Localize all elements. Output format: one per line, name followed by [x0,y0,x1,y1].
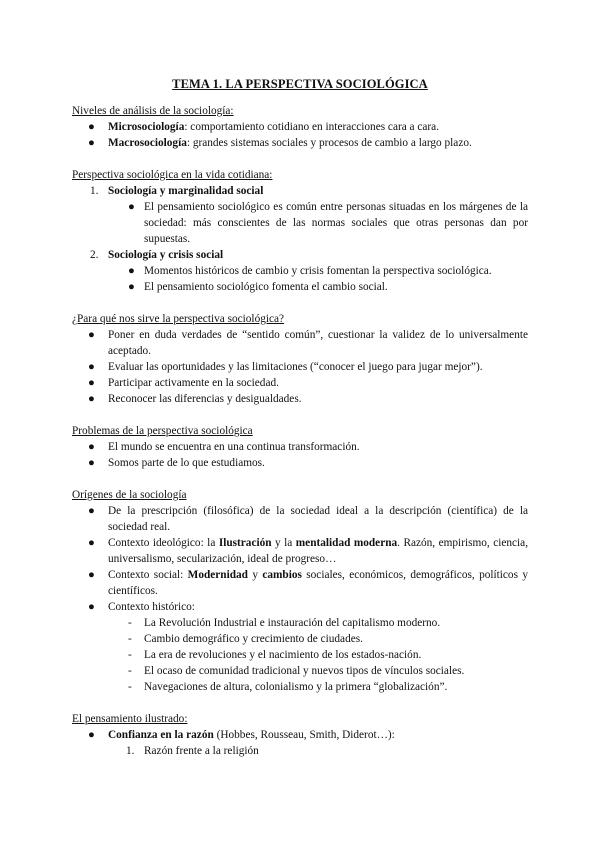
dash-icon: - [128,617,132,629]
list-item: ● Evaluar las oportunidades y las limitaciones (“conocer el juego para jugar mejor”). [88,361,483,373]
numbered-item: 1. Razón frente a la religión [126,745,259,757]
list-item: ● Contexto histórico: [88,601,195,613]
section-origenes [72,487,528,695]
bullet-icon: ● [88,457,95,469]
list-item: ● Poner en duda verdades de “sentido común”, cuestionar la validez de lo universalmente aceptado. [88,329,528,357]
section-vida-cotidiana [72,167,528,295]
bullet-icon: ● [88,569,95,581]
list-item: ● Participar activamente en la sociedad. [88,377,279,389]
bullet-icon: ● [88,601,95,613]
bullet-icon: ● [128,201,135,213]
section-problemas [72,423,528,471]
section-para-que [72,311,528,407]
bullet-icon: ● [88,393,95,405]
document-page [72,76,528,775]
bullet-icon: ● [88,505,95,517]
dash-item: - Navegaciones de altura, colonialismo y la primera “globalización”. [128,681,448,693]
numbered-item: 2. Sociología y crisis social [90,249,224,261]
dash-icon: - [128,665,132,677]
bullet-icon: ● [88,361,95,373]
bullet-icon: ● [128,281,135,293]
dash-item: - Cambio demográfico y crecimiento de ciudades. [128,633,363,645]
list-item: ● Contexto social: Modernidad y cambios sociales, económicos, demográficos, políticos y científicos. [88,569,529,597]
document-title: TEMA 1. LA PERSPECTIVA SOCIOLÓGICA [172,77,428,91]
bullet-icon: ● [128,265,135,277]
section-title: Orígenes de la sociología [72,489,187,501]
dash-icon: - [128,649,132,661]
numbered-item: 1. Sociología y marginalidad social [90,185,264,197]
dash-item: - El ocaso de comunidad tradicional y nuevos tipos de vínculos sociales. [128,665,465,677]
list-item: ● Reconocer las diferencias y desigualdades. [88,393,302,405]
list-item: ● Microsociología: comportamiento cotidiano en interacciones cara a cara. [88,121,440,133]
section-title: ¿Para qué nos sirve la perspectiva sociológica? [72,313,285,325]
section-title: Problemas de la perspectiva sociológica [72,425,253,437]
list-item: ● El mundo se encuentra en una continua transformación. [88,441,360,453]
bullet-icon: ● [88,329,95,341]
section-pensamiento-ilustrado [72,711,528,759]
section-title: Niveles de análisis de la sociología: [72,105,234,117]
list-item: ● El pensamiento sociológico es común entre personas situadas en los márgenes de la sociedad: más conscientes de las normas sociales que otras personas dan por supuestas. [128,201,528,245]
bullet-icon: ● [88,729,95,741]
dash-icon: - [128,681,132,693]
bullet-icon: ● [88,121,95,133]
list-item: ● Contexto ideológico: la Ilustración y la mentalidad moderna. Razón, empirismo, ciencia, universalismo, secularización, ideal de progreso… [88,537,529,565]
bullet-icon: ● [88,537,95,549]
dash-item: - La era de revoluciones y el nacimiento de los estados-nación. [128,649,422,661]
section-title: Perspectiva sociológica en la vida cotidiana: [72,169,273,181]
bullet-icon: ● [88,377,95,389]
bullet-icon: ● [88,137,95,149]
list-item: ● El pensamiento sociológico fomenta el cambio social. [128,281,388,293]
list-item: ● De la prescripción (filosófica) de la sociedad ideal a la descripción (científica) de la sociedad real. [88,505,528,533]
section-title: El pensamiento ilustrado: [72,713,188,725]
list-item: ● Somos parte de lo que estudiamos. [88,457,265,469]
list-item: ● Momentos históricos de cambio y crisis fomentan la perspectiva sociológica. [128,265,492,277]
dash-icon: - [128,633,132,645]
list-item: ● Macrosociología: grandes sistemas sociales y procesos de cambio a largo plazo. [88,137,472,149]
dash-item: - La Revolución Industrial e instauración del capitalismo moderno. [128,617,441,629]
list-item: ● Confianza en la razón (Hobbes, Rousseau, Smith, Diderot…): [88,729,395,741]
section-niveles [72,103,528,151]
bullet-icon: ● [88,441,95,453]
